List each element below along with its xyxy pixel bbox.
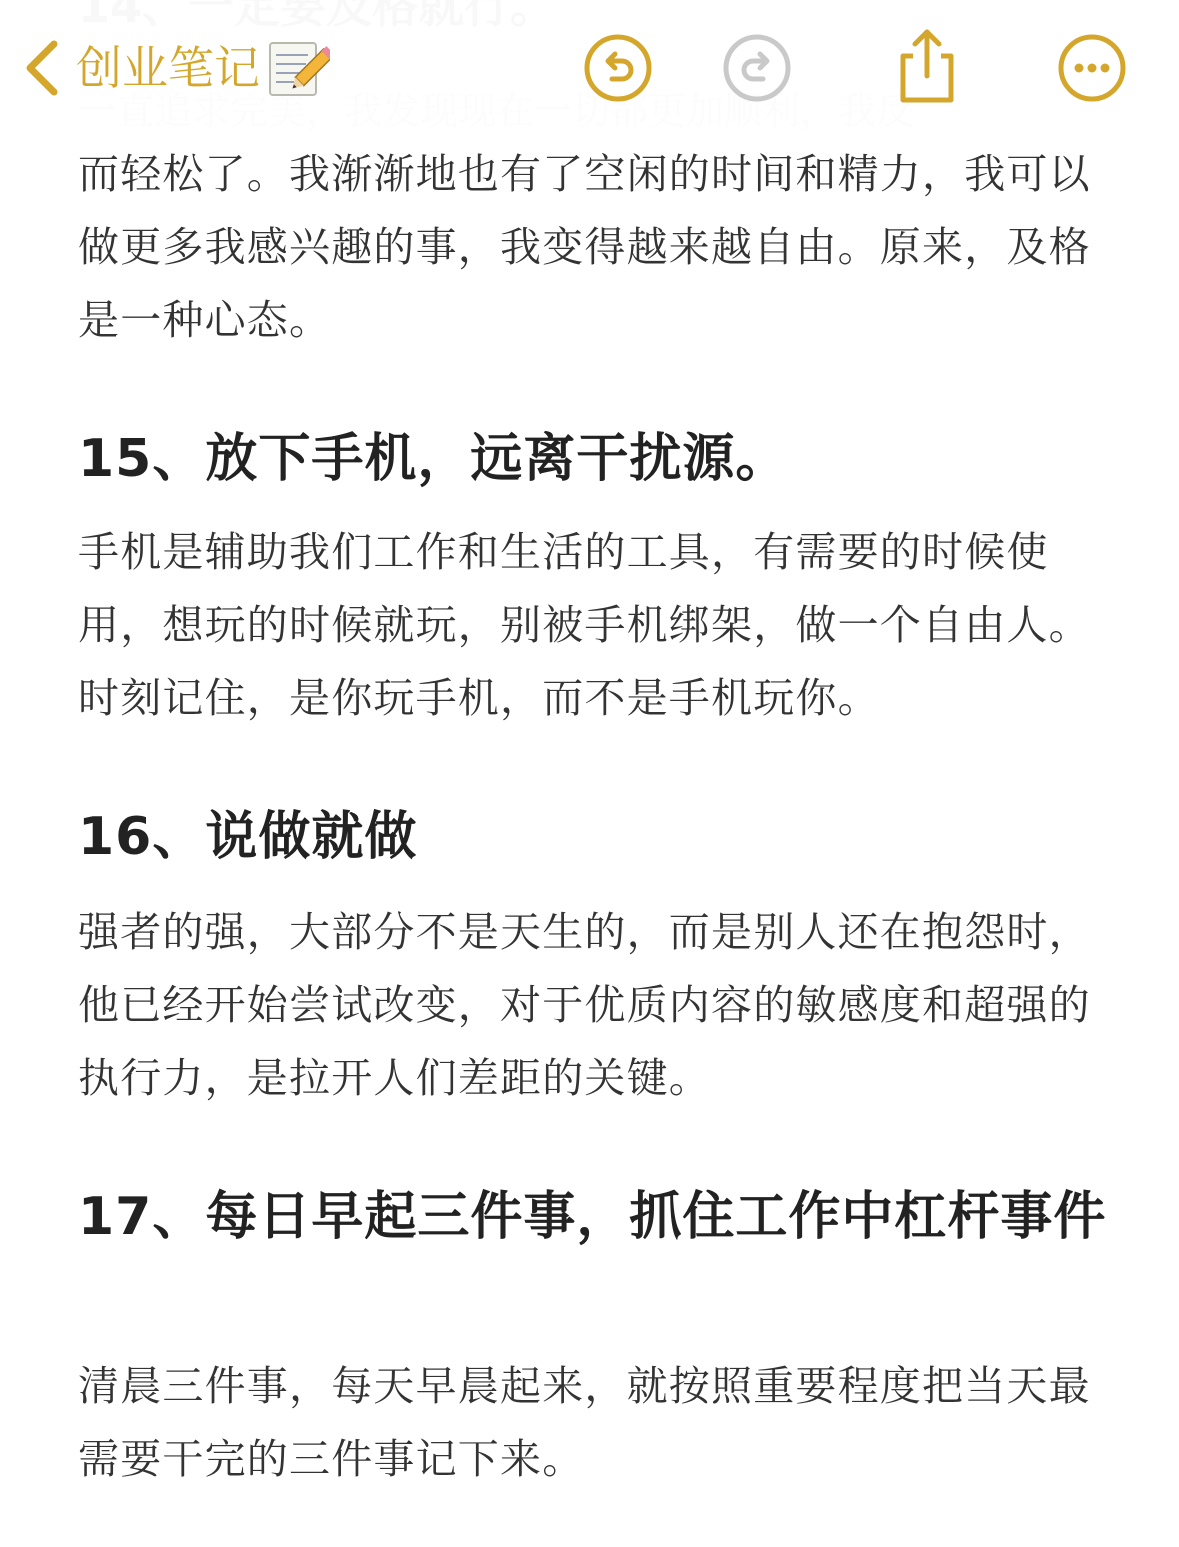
chevron-left-icon — [22, 38, 62, 98]
more-icon — [1056, 32, 1128, 104]
undo-button[interactable] — [582, 32, 654, 104]
paragraph-16: 强者的强，大部分不是天生的，而是别人还在抱怨时，他已经开始尝试改变，对于优质内容的敏感度和超强的执行力，是拉开人们差距的关键。 — [78, 908, 1091, 1102]
more-button[interactable] — [1056, 32, 1128, 104]
back-button-label: 创业笔记 — [76, 41, 260, 95]
memo-pencil-icon — [264, 35, 330, 101]
paragraph-15: 手机是辅助我们工作和生活的工具，有需要的时候使用，想玩的时候就玩，别被手机绑架，做一个自由人。时刻记住，是你玩手机，而不是手机玩你。 — [78, 528, 1091, 722]
back-button[interactable] — [22, 28, 330, 108]
redo-button[interactable] — [721, 32, 793, 104]
paragraph-14-continued: 而轻松了。我渐渐地也有了空闲的时间和精力，我可以做更多我感兴趣的事，我变得越来越自由。原来，及格是一种心态。 — [78, 150, 1091, 344]
redo-icon — [721, 32, 793, 104]
share-icon — [891, 26, 963, 106]
undo-icon — [582, 32, 654, 104]
heading-17: 17、每日早起三件事，抓住工作中杠杆事件 — [78, 1187, 1107, 1247]
share-button[interactable] — [891, 26, 963, 106]
paragraph-17: 清晨三件事，每天早晨起来，就按照重要程度把当天最需要干完的三件事记下来。 — [78, 1362, 1091, 1483]
heading-15: 15、放下手机，远离干扰源。 — [78, 429, 789, 489]
heading-16: 16、说做就做 — [78, 807, 418, 867]
navigation-bar — [0, 0, 1179, 135]
